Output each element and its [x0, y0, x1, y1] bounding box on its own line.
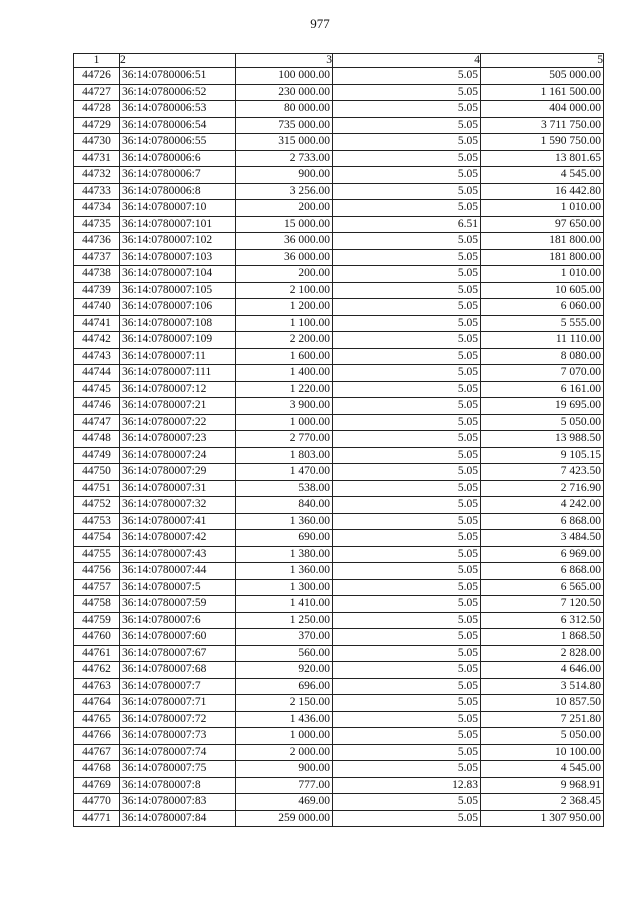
- rate-cell: 5.05: [333, 513, 481, 530]
- rate-cell: 5.05: [333, 678, 481, 695]
- cadastral-number-cell: 36:14:0780007:32: [120, 497, 236, 514]
- table-row: [74, 414, 604, 431]
- row-number-cell: 44771: [74, 810, 120, 827]
- amount-cell: 6 565.00: [481, 579, 604, 596]
- value-cell: 2 200.00: [236, 332, 333, 349]
- table-row: [74, 447, 604, 464]
- cadastral-number-cell: 36:14:0780006:54: [120, 117, 236, 134]
- row-number-cell: 44755: [74, 546, 120, 563]
- amount-cell: 13 801.65: [481, 150, 604, 167]
- cadastral-number-cell: 36:14:0780007:103: [120, 249, 236, 266]
- row-number-cell: 44732: [74, 167, 120, 184]
- cadastral-number-cell: 36:14:0780007:44: [120, 563, 236, 580]
- table-row: [74, 662, 604, 679]
- cadastral-number-cell: 36:14:0780007:106: [120, 299, 236, 316]
- amount-cell: 16 442.80: [481, 183, 604, 200]
- data-table: [73, 53, 604, 827]
- rate-cell: 5.05: [333, 365, 481, 382]
- value-cell: 1 803.00: [236, 447, 333, 464]
- rate-cell: 12.83: [333, 777, 481, 794]
- value-cell: 690.00: [236, 530, 333, 547]
- table-row: [74, 233, 604, 250]
- row-number-cell: 44733: [74, 183, 120, 200]
- row-number-cell: 44761: [74, 645, 120, 662]
- amount-cell: 1 010.00: [481, 266, 604, 283]
- row-number-cell: 44744: [74, 365, 120, 382]
- rate-cell: 5.05: [333, 68, 481, 85]
- value-cell: 1 436.00: [236, 711, 333, 728]
- cadastral-number-cell: 36:14:0780007:104: [120, 266, 236, 283]
- row-number-cell: 44747: [74, 414, 120, 431]
- row-number-cell: 44726: [74, 68, 120, 85]
- table-row: [74, 150, 604, 167]
- table-row: [74, 480, 604, 497]
- rate-cell: 5.05: [333, 282, 481, 299]
- row-number-cell: 44750: [74, 464, 120, 481]
- cadastral-number-cell: 36:14:0780006:51: [120, 68, 236, 85]
- value-cell: 2 150.00: [236, 695, 333, 712]
- rate-cell: 5.05: [333, 744, 481, 761]
- value-cell: 200.00: [236, 200, 333, 217]
- value-cell: 777.00: [236, 777, 333, 794]
- column-header-2: 2: [120, 54, 236, 68]
- row-number-cell: 44736: [74, 233, 120, 250]
- rate-cell: 5.05: [333, 761, 481, 778]
- rate-cell: 5.05: [333, 596, 481, 613]
- table-row: [74, 530, 604, 547]
- amount-cell: 97 650.00: [481, 216, 604, 233]
- cadastral-number-cell: 36:14:0780007:10: [120, 200, 236, 217]
- rate-cell: 5.05: [333, 398, 481, 415]
- amount-cell: 7 251.80: [481, 711, 604, 728]
- rate-cell: 5.05: [333, 563, 481, 580]
- table-row: [74, 777, 604, 794]
- row-number-cell: 44768: [74, 761, 120, 778]
- cadastral-number-cell: 36:14:0780007:72: [120, 711, 236, 728]
- amount-cell: 5 050.00: [481, 728, 604, 745]
- row-number-cell: 44745: [74, 381, 120, 398]
- value-cell: 1 000.00: [236, 414, 333, 431]
- table-row: [74, 513, 604, 530]
- row-number-cell: 44743: [74, 348, 120, 365]
- amount-cell: 4 545.00: [481, 761, 604, 778]
- amount-cell: 2 828.00: [481, 645, 604, 662]
- row-number-cell: 44765: [74, 711, 120, 728]
- table-row: [74, 810, 604, 827]
- row-number-cell: 44749: [74, 447, 120, 464]
- cadastral-number-cell: 36:14:0780007:21: [120, 398, 236, 415]
- cadastral-number-cell: 36:14:0780007:23: [120, 431, 236, 448]
- value-cell: 1 400.00: [236, 365, 333, 382]
- rate-cell: 5.05: [333, 101, 481, 118]
- table-row: [74, 117, 604, 134]
- row-number-cell: 44728: [74, 101, 120, 118]
- amount-cell: 4 646.00: [481, 662, 604, 679]
- amount-cell: 4 242.00: [481, 497, 604, 514]
- row-number-cell: 44758: [74, 596, 120, 613]
- value-cell: 560.00: [236, 645, 333, 662]
- table-row: [74, 101, 604, 118]
- amount-cell: 5 050.00: [481, 414, 604, 431]
- rate-cell: 5.05: [333, 810, 481, 827]
- table-row: [74, 546, 604, 563]
- row-number-cell: 44756: [74, 563, 120, 580]
- amount-cell: 8 080.00: [481, 348, 604, 365]
- value-cell: 2 733.00: [236, 150, 333, 167]
- table-row: [74, 134, 604, 151]
- amount-cell: 6 161.00: [481, 381, 604, 398]
- amount-cell: 2 368.45: [481, 794, 604, 811]
- cadastral-number-cell: 36:14:0780007:68: [120, 662, 236, 679]
- value-cell: 2 100.00: [236, 282, 333, 299]
- rate-cell: 5.05: [333, 497, 481, 514]
- table-row: [74, 167, 604, 184]
- table-row: [74, 579, 604, 596]
- table-row: [74, 678, 604, 695]
- rate-cell: 5.05: [333, 117, 481, 134]
- table-row: [74, 200, 604, 217]
- cadastral-number-cell: 36:14:0780007:42: [120, 530, 236, 547]
- value-cell: 1 300.00: [236, 579, 333, 596]
- cadastral-number-cell: 36:14:0780007:22: [120, 414, 236, 431]
- rate-cell: 5.05: [333, 447, 481, 464]
- table-row: [74, 761, 604, 778]
- cadastral-number-cell: 36:14:0780007:43: [120, 546, 236, 563]
- amount-cell: 181 800.00: [481, 233, 604, 250]
- cadastral-number-cell: 36:14:0780007:73: [120, 728, 236, 745]
- amount-cell: 7 070.00: [481, 365, 604, 382]
- table-row: [74, 266, 604, 283]
- rate-cell: 5.05: [333, 629, 481, 646]
- column-header-3: 3: [236, 54, 333, 68]
- table-row: [74, 645, 604, 662]
- amount-cell: 9 105.15: [481, 447, 604, 464]
- row-number-cell: 44770: [74, 794, 120, 811]
- value-cell: 36 000.00: [236, 249, 333, 266]
- row-number-cell: 44769: [74, 777, 120, 794]
- amount-cell: 1 307 950.00: [481, 810, 604, 827]
- row-number-cell: 44735: [74, 216, 120, 233]
- value-cell: 3 900.00: [236, 398, 333, 415]
- rate-cell: 5.05: [333, 315, 481, 332]
- table-row: [74, 431, 604, 448]
- cadastral-number-cell: 36:14:0780007:59: [120, 596, 236, 613]
- amount-cell: 6 060.00: [481, 299, 604, 316]
- value-cell: 370.00: [236, 629, 333, 646]
- table-row: [74, 365, 604, 382]
- amount-cell: 2 716.90: [481, 480, 604, 497]
- table-row: [74, 744, 604, 761]
- rate-cell: 5.05: [333, 530, 481, 547]
- amount-cell: 5 555.00: [481, 315, 604, 332]
- amount-cell: 505 000.00: [481, 68, 604, 85]
- table-row: [74, 728, 604, 745]
- value-cell: 696.00: [236, 678, 333, 695]
- value-cell: 100 000.00: [236, 68, 333, 85]
- amount-cell: 13 988.50: [481, 431, 604, 448]
- amount-cell: 181 800.00: [481, 249, 604, 266]
- value-cell: 36 000.00: [236, 233, 333, 250]
- row-number-cell: 44754: [74, 530, 120, 547]
- value-cell: 469.00: [236, 794, 333, 811]
- row-number-cell: 44767: [74, 744, 120, 761]
- cadastral-number-cell: 36:14:0780007:6: [120, 612, 236, 629]
- cadastral-number-cell: 36:14:0780007:83: [120, 794, 236, 811]
- table-row: [74, 315, 604, 332]
- rate-cell: 5.05: [333, 794, 481, 811]
- cadastral-number-cell: 36:14:0780007:8: [120, 777, 236, 794]
- row-number-cell: 44753: [74, 513, 120, 530]
- rate-cell: 5.05: [333, 134, 481, 151]
- rate-cell: 5.05: [333, 546, 481, 563]
- value-cell: 80 000.00: [236, 101, 333, 118]
- amount-cell: 10 857.50: [481, 695, 604, 712]
- table-row: [74, 563, 604, 580]
- row-number-cell: 44738: [74, 266, 120, 283]
- rate-cell: 6.51: [333, 216, 481, 233]
- amount-cell: 7 423.50: [481, 464, 604, 481]
- row-number-cell: 44762: [74, 662, 120, 679]
- row-number-cell: 44740: [74, 299, 120, 316]
- row-number-cell: 44760: [74, 629, 120, 646]
- cadastral-number-cell: 36:14:0780007:12: [120, 381, 236, 398]
- value-cell: 1 360.00: [236, 513, 333, 530]
- cadastral-number-cell: 36:14:0780007:29: [120, 464, 236, 481]
- row-number-cell: 44737: [74, 249, 120, 266]
- row-number-cell: 44752: [74, 497, 120, 514]
- amount-cell: 404 000.00: [481, 101, 604, 118]
- value-cell: 2 000.00: [236, 744, 333, 761]
- value-cell: 538.00: [236, 480, 333, 497]
- cadastral-number-cell: 36:14:0780006:53: [120, 101, 236, 118]
- amount-cell: 1 161 500.00: [481, 84, 604, 101]
- amount-cell: 6 868.00: [481, 513, 604, 530]
- value-cell: 1 360.00: [236, 563, 333, 580]
- value-cell: 1 100.00: [236, 315, 333, 332]
- cadastral-number-cell: 36:14:0780007:84: [120, 810, 236, 827]
- row-number-cell: 44757: [74, 579, 120, 596]
- rate-cell: 5.05: [333, 711, 481, 728]
- table-row: [74, 216, 604, 233]
- rate-cell: 5.05: [333, 150, 481, 167]
- value-cell: 1 220.00: [236, 381, 333, 398]
- value-cell: 1 600.00: [236, 348, 333, 365]
- value-cell: 1 000.00: [236, 728, 333, 745]
- row-number-cell: 44763: [74, 678, 120, 695]
- table-row: [74, 68, 604, 85]
- rate-cell: 5.05: [333, 183, 481, 200]
- table-row: [74, 282, 604, 299]
- value-cell: 200.00: [236, 266, 333, 283]
- amount-cell: 6 868.00: [481, 563, 604, 580]
- value-cell: 230 000.00: [236, 84, 333, 101]
- row-number-cell: 44764: [74, 695, 120, 712]
- amount-cell: 10 100.00: [481, 744, 604, 761]
- rate-cell: 5.05: [333, 645, 481, 662]
- row-number-cell: 44742: [74, 332, 120, 349]
- cadastral-number-cell: 36:14:0780007:75: [120, 761, 236, 778]
- value-cell: 840.00: [236, 497, 333, 514]
- row-number-cell: 44731: [74, 150, 120, 167]
- rate-cell: 5.05: [333, 200, 481, 217]
- rate-cell: 5.05: [333, 612, 481, 629]
- amount-cell: 1 010.00: [481, 200, 604, 217]
- cadastral-number-cell: 36:14:0780007:41: [120, 513, 236, 530]
- cadastral-number-cell: 36:14:0780007:7: [120, 678, 236, 695]
- cadastral-number-cell: 36:14:0780007:102: [120, 233, 236, 250]
- amount-cell: 3 514.80: [481, 678, 604, 695]
- table-row: [74, 464, 604, 481]
- rate-cell: 5.05: [333, 480, 481, 497]
- value-cell: 315 000.00: [236, 134, 333, 151]
- table-row: [74, 794, 604, 811]
- table-row: [74, 711, 604, 728]
- rate-cell: 5.05: [333, 431, 481, 448]
- amount-cell: 10 605.00: [481, 282, 604, 299]
- value-cell: 2 770.00: [236, 431, 333, 448]
- rate-cell: 5.05: [333, 695, 481, 712]
- amount-cell: 4 545.00: [481, 167, 604, 184]
- cadastral-number-cell: 36:14:0780006:8: [120, 183, 236, 200]
- table-row: [74, 183, 604, 200]
- table-row: [74, 596, 604, 613]
- table-row: [74, 497, 604, 514]
- row-number-cell: 44741: [74, 315, 120, 332]
- cadastral-number-cell: 36:14:0780007:111: [120, 365, 236, 382]
- amount-cell: 3 711 750.00: [481, 117, 604, 134]
- row-number-cell: 44729: [74, 117, 120, 134]
- cadastral-number-cell: 36:14:0780007:105: [120, 282, 236, 299]
- cadastral-number-cell: 36:14:0780007:60: [120, 629, 236, 646]
- value-cell: 1 250.00: [236, 612, 333, 629]
- table-row: [74, 629, 604, 646]
- table-body: [74, 68, 604, 827]
- cadastral-number-cell: 36:14:0780007:108: [120, 315, 236, 332]
- cadastral-number-cell: 36:14:0780007:74: [120, 744, 236, 761]
- rate-cell: 5.05: [333, 249, 481, 266]
- amount-cell: 1 868.50: [481, 629, 604, 646]
- amount-cell: 7 120.50: [481, 596, 604, 613]
- rate-cell: 5.05: [333, 332, 481, 349]
- table-row: [74, 332, 604, 349]
- cadastral-number-cell: 36:14:0780007:31: [120, 480, 236, 497]
- table-row: [74, 348, 604, 365]
- cadastral-number-cell: 36:14:0780006:7: [120, 167, 236, 184]
- value-cell: 735 000.00: [236, 117, 333, 134]
- table-row: [74, 398, 604, 415]
- row-number-cell: 44727: [74, 84, 120, 101]
- cadastral-number-cell: 36:14:0780007:67: [120, 645, 236, 662]
- rate-cell: 5.05: [333, 299, 481, 316]
- amount-cell: 6 312.50: [481, 612, 604, 629]
- value-cell: 1 470.00: [236, 464, 333, 481]
- cadastral-number-cell: 36:14:0780007:11: [120, 348, 236, 365]
- rate-cell: 5.05: [333, 233, 481, 250]
- row-number-cell: 44734: [74, 200, 120, 217]
- rate-cell: 5.05: [333, 662, 481, 679]
- value-cell: 1 200.00: [236, 299, 333, 316]
- cadastral-number-cell: 36:14:0780007:101: [120, 216, 236, 233]
- amount-cell: 9 968.91: [481, 777, 604, 794]
- cadastral-number-cell: 36:14:0780006:52: [120, 84, 236, 101]
- rate-cell: 5.05: [333, 464, 481, 481]
- value-cell: 900.00: [236, 761, 333, 778]
- rate-cell: 5.05: [333, 381, 481, 398]
- value-cell: 3 256.00: [236, 183, 333, 200]
- value-cell: 920.00: [236, 662, 333, 679]
- value-cell: 259 000.00: [236, 810, 333, 827]
- rate-cell: 5.05: [333, 728, 481, 745]
- value-cell: 900.00: [236, 167, 333, 184]
- amount-cell: 6 969.00: [481, 546, 604, 563]
- rate-cell: 5.05: [333, 579, 481, 596]
- header-row: [74, 54, 604, 68]
- page-number: 977: [310, 16, 330, 31]
- rate-cell: 5.05: [333, 348, 481, 365]
- cadastral-number-cell: 36:14:0780006:6: [120, 150, 236, 167]
- table-row: [74, 381, 604, 398]
- column-header-1: 1: [74, 54, 120, 68]
- row-number-cell: 44730: [74, 134, 120, 151]
- row-number-cell: 44746: [74, 398, 120, 415]
- rate-cell: 5.05: [333, 84, 481, 101]
- row-number-cell: 44751: [74, 480, 120, 497]
- value-cell: 1 410.00: [236, 596, 333, 613]
- row-number-cell: 44759: [74, 612, 120, 629]
- amount-cell: 1 590 750.00: [481, 134, 604, 151]
- cadastral-number-cell: 36:14:0780006:55: [120, 134, 236, 151]
- column-header-5: 5: [481, 54, 604, 68]
- cadastral-number-cell: 36:14:0780007:24: [120, 447, 236, 464]
- amount-cell: 19 695.00: [481, 398, 604, 415]
- table-row: [74, 84, 604, 101]
- amount-cell: 3 484.50: [481, 530, 604, 547]
- row-number-cell: 44748: [74, 431, 120, 448]
- table-row: [74, 299, 604, 316]
- column-header-4: 4: [333, 54, 481, 68]
- row-number-cell: 44739: [74, 282, 120, 299]
- cadastral-number-cell: 36:14:0780007:109: [120, 332, 236, 349]
- value-cell: 1 380.00: [236, 546, 333, 563]
- rate-cell: 5.05: [333, 167, 481, 184]
- table-row: [74, 612, 604, 629]
- value-cell: 15 000.00: [236, 216, 333, 233]
- rate-cell: 5.05: [333, 266, 481, 283]
- amount-cell: 11 110.00: [481, 332, 604, 349]
- cadastral-number-cell: 36:14:0780007:71: [120, 695, 236, 712]
- rate-cell: 5.05: [333, 414, 481, 431]
- row-number-cell: 44766: [74, 728, 120, 745]
- table-row: [74, 249, 604, 266]
- table-row: [74, 695, 604, 712]
- cadastral-number-cell: 36:14:0780007:5: [120, 579, 236, 596]
